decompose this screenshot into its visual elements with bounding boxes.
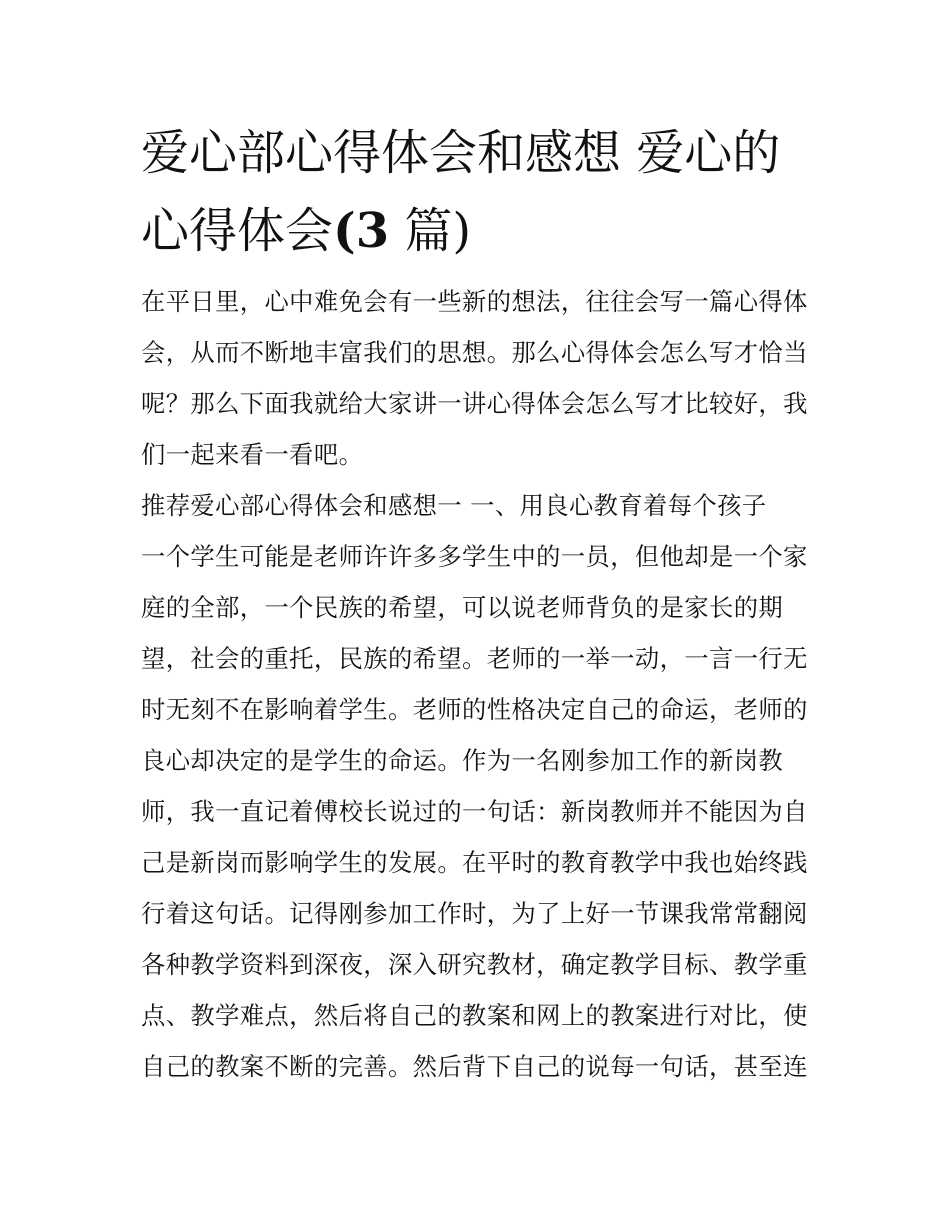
title-paren-open: (: [333, 203, 356, 259]
text-line: 呢？那么下面我就给大家讲一讲心得体会怎么写才比较好，我: [141, 389, 808, 418]
title-text: 爱心部心得体会和感想 爱心的心得体会: [141, 125, 781, 259]
text-line: 良心却决定的是学生的命运。作为一名刚参加工作的新岗教: [141, 746, 784, 775]
text-line: 时无刻不在影响着学生。老师的性格决定自己的命运，老师的: [141, 695, 808, 724]
section-heading: 推荐爱心部心得体会和感想一 一、用良心教育着每个孩子: [141, 491, 767, 520]
text-line: 自己的教案不断的完善。然后背下自己的说每一句话，甚至连: [141, 1052, 808, 1081]
text-line: 庭的全部，一个民族的希望，可以说老师背负的是家长的期: [141, 593, 784, 622]
text-line: 点、教学难点，然后将自己的教案和网上的教案进行对比，使: [141, 1001, 808, 1030]
text-line: 各种教学资料到深夜，深入研究教材，确定教学目标、教学重: [141, 950, 808, 979]
title-suffix: 篇): [389, 203, 472, 259]
text-line: 己是新岗而影响学生的发展。在平时的教育教学中我也始终践: [141, 848, 808, 877]
body-text: [141, 276, 813, 1092]
text-line: 望，社会的重托，民族的希望。老师的一举一动，一言一行无: [141, 644, 808, 673]
text-line: 们一起来看一看吧。: [141, 440, 364, 469]
page-title: [141, 114, 821, 270]
text-line: 一个学生可能是老师许许多多学生中的一员，但他却是一个家: [141, 542, 808, 571]
text-line: 师，我一直记着傅校长说过的一句话：新岗教师并不能因为自: [141, 797, 808, 826]
text-line: 会，从而不断地丰富我们的思想。那么心得体会怎么写才恰当: [141, 338, 808, 367]
text-line: 在平日里，心中难免会有一些新的想法，往往会写一篇心得体: [141, 287, 808, 316]
title-count: 3: [355, 203, 390, 259]
text-line: 行着这句话。记得刚参加工作时，为了上好一节课我常常翻阅: [141, 899, 808, 928]
